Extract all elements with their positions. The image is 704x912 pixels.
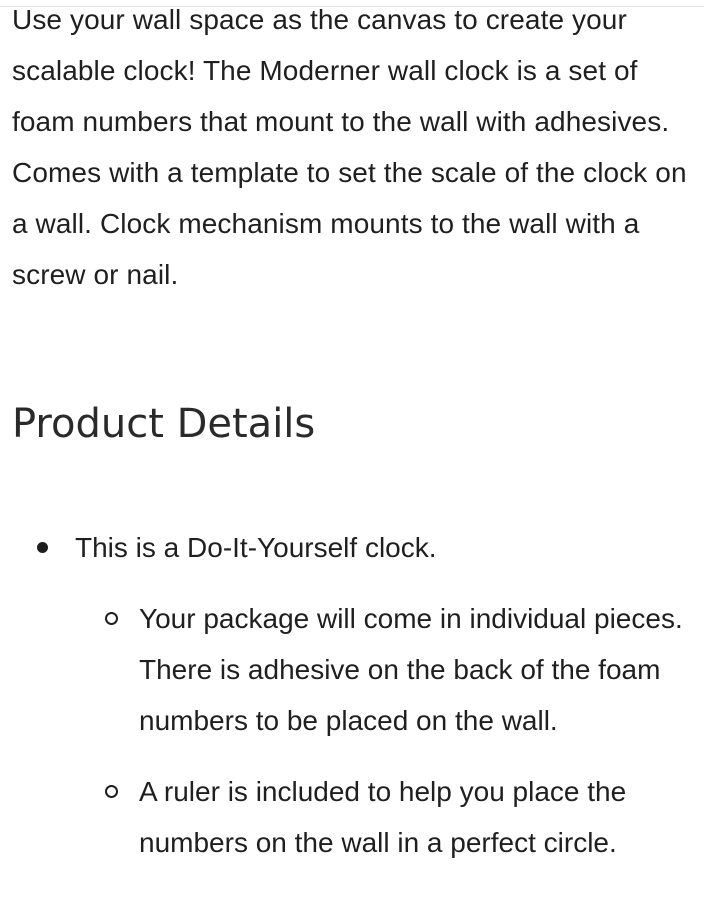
- sub-list-item: [139, 593, 699, 746]
- list-item: [0, 522, 704, 868]
- bullet-circle-icon: [105, 612, 118, 625]
- bullet-disc-icon: [37, 542, 48, 553]
- sub-list-item: [139, 766, 699, 868]
- product-details-list: [0, 522, 704, 888]
- sub-list-item-text: A ruler is included to help you place the numbers on the wall in a perfect circle.: [139, 776, 627, 858]
- bullet-circle-icon: [105, 785, 118, 798]
- sub-list: [75, 593, 704, 868]
- product-description: Use your wall space as the canvas to create your scalable clock! The Moderner wall clock is a set of foam numbers that mount to the wall with adhesives. Comes with a template to set the scale of the clock on a wall. Clock mechanism mounts to the wall with a screw or nail.: [12, 4, 687, 290]
- sub-list-item-text: Your package will come in individual pieces. There is adhesive on the back of the foam numbers to be placed on the wall.: [139, 603, 683, 736]
- list-item-text: This is a Do-It-Yourself clock.: [75, 532, 437, 563]
- product-details-heading: Product Details: [12, 401, 316, 447]
